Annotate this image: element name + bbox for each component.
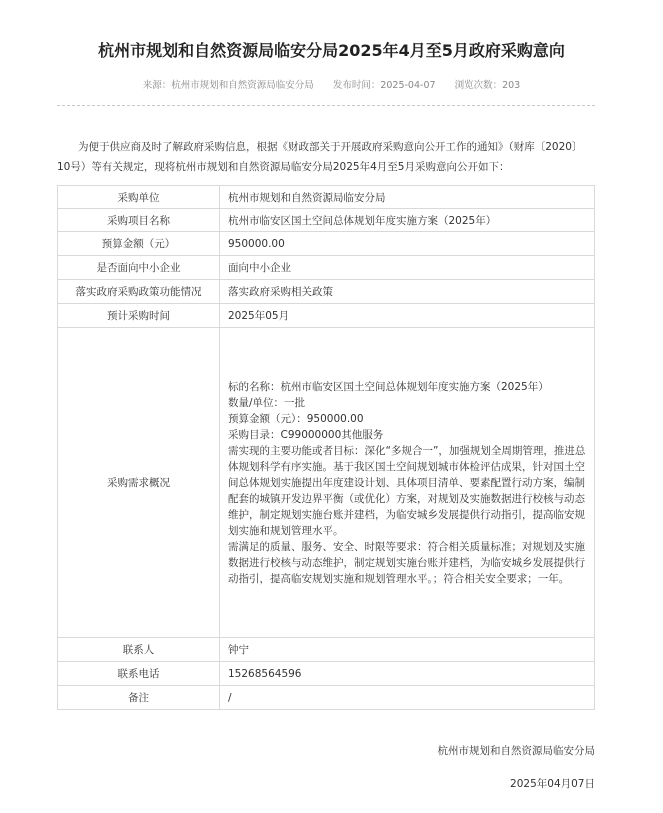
signature-date: 2025年04月07日 xyxy=(510,778,595,790)
article-meta xyxy=(0,77,663,91)
remark-value: / xyxy=(220,686,595,710)
divider xyxy=(57,105,595,106)
row-value: 落实政府采购相关政策 xyxy=(220,280,595,304)
requirement-line: 预算金额（元）：950000.00 xyxy=(228,412,364,425)
row-value: 杭州市规划和自然资源局临安分局 xyxy=(220,186,595,209)
row-label: 联系电话 xyxy=(58,662,220,686)
table-row xyxy=(58,186,595,209)
view-count: 浏览次数：203 xyxy=(454,80,521,91)
requirement-line: 数量/单位：一批 xyxy=(228,396,306,409)
row-label: 落实政府采购政策功能情况 xyxy=(58,280,220,304)
row-value: 杭州市临安区国土空间总体规划年度实施方案（2025年） xyxy=(220,209,595,232)
table-row xyxy=(58,209,595,232)
table-row xyxy=(58,304,595,328)
signature-organization: 杭州市规划和自然资源局临安分局 xyxy=(437,745,595,757)
row-value: 2025年05月 xyxy=(220,304,595,328)
table-row xyxy=(58,686,595,710)
row-label: 联系人 xyxy=(58,638,220,662)
intro-paragraph: 为便于供应商及时了解政府采购信息，根据《财政部关于开展政府采购意向公开工作的通知》（财库〔2020〕10号）等有关规定，现将杭州市规划和自然资源局临安分局2025年4月至5月采购意向公开如下： xyxy=(57,141,583,173)
row-value: 面向中小企业 xyxy=(220,256,595,280)
row-label: 采购需求概况 xyxy=(58,328,220,638)
table-row xyxy=(58,280,595,304)
requirement-details xyxy=(220,328,595,638)
row-label: 是否面向中小企业 xyxy=(58,256,220,280)
requirement-line: 采购目录：C99000000其他服务 xyxy=(228,428,384,441)
row-label: 采购项目名称 xyxy=(58,209,220,232)
row-label: 预算金额（元） xyxy=(58,232,220,256)
procurement-table xyxy=(57,185,595,710)
table-row xyxy=(58,638,595,662)
requirement-line: 标的名称：杭州市临安区国土空间总体规划年度实施方案（2025年） xyxy=(228,380,549,393)
table-row-requirement xyxy=(58,328,595,638)
contact-person: 钟宁 xyxy=(220,638,595,662)
requirement-line: 需实现的主要功能或者目标：深化“多规合一”，加强规划全周期管理，推进总体规划科学有序实施。基于我区国土空间规划城市体检评估成果，针对国土空间总体规划实施提出年度建设计划、具体项目清单、要素配置行动方案，编制配套的城镇开发边界平衡（或优化）方案，对规划及实施数据进行校核与动态维护，制定规划实施台账并建档，为临安城乡发展提供行动指引，提高临安规划实施和规划管理水平。 xyxy=(228,444,586,537)
table-row xyxy=(58,232,595,256)
table-row xyxy=(58,662,595,686)
row-value: 950000.00 xyxy=(220,232,595,256)
row-label: 采购单位 xyxy=(58,186,220,209)
row-label: 预计采购时间 xyxy=(58,304,220,328)
table-row xyxy=(58,256,595,280)
requirement-line: 需满足的质量、服务、安全、时限等要求：符合相关质量标准；对规划及实施数据进行校核与动态维护，制定规划实施台账并建档，为临安城乡发展提供行动指引，提高临安规划实施和规划管理水平。；符合相关安全要求；一年。 xyxy=(228,540,585,585)
row-label: 备注 xyxy=(58,686,220,710)
page-title: 杭州市规划和自然资源局临安分局2025年4月至5月政府采购意向 xyxy=(98,41,565,60)
publish-time: 发布时间：2025-04-07 xyxy=(332,80,436,91)
source-text: 来源：杭州市规划和自然资源局临安分局 xyxy=(142,80,314,91)
contact-phone: 15268564596 xyxy=(220,662,595,686)
